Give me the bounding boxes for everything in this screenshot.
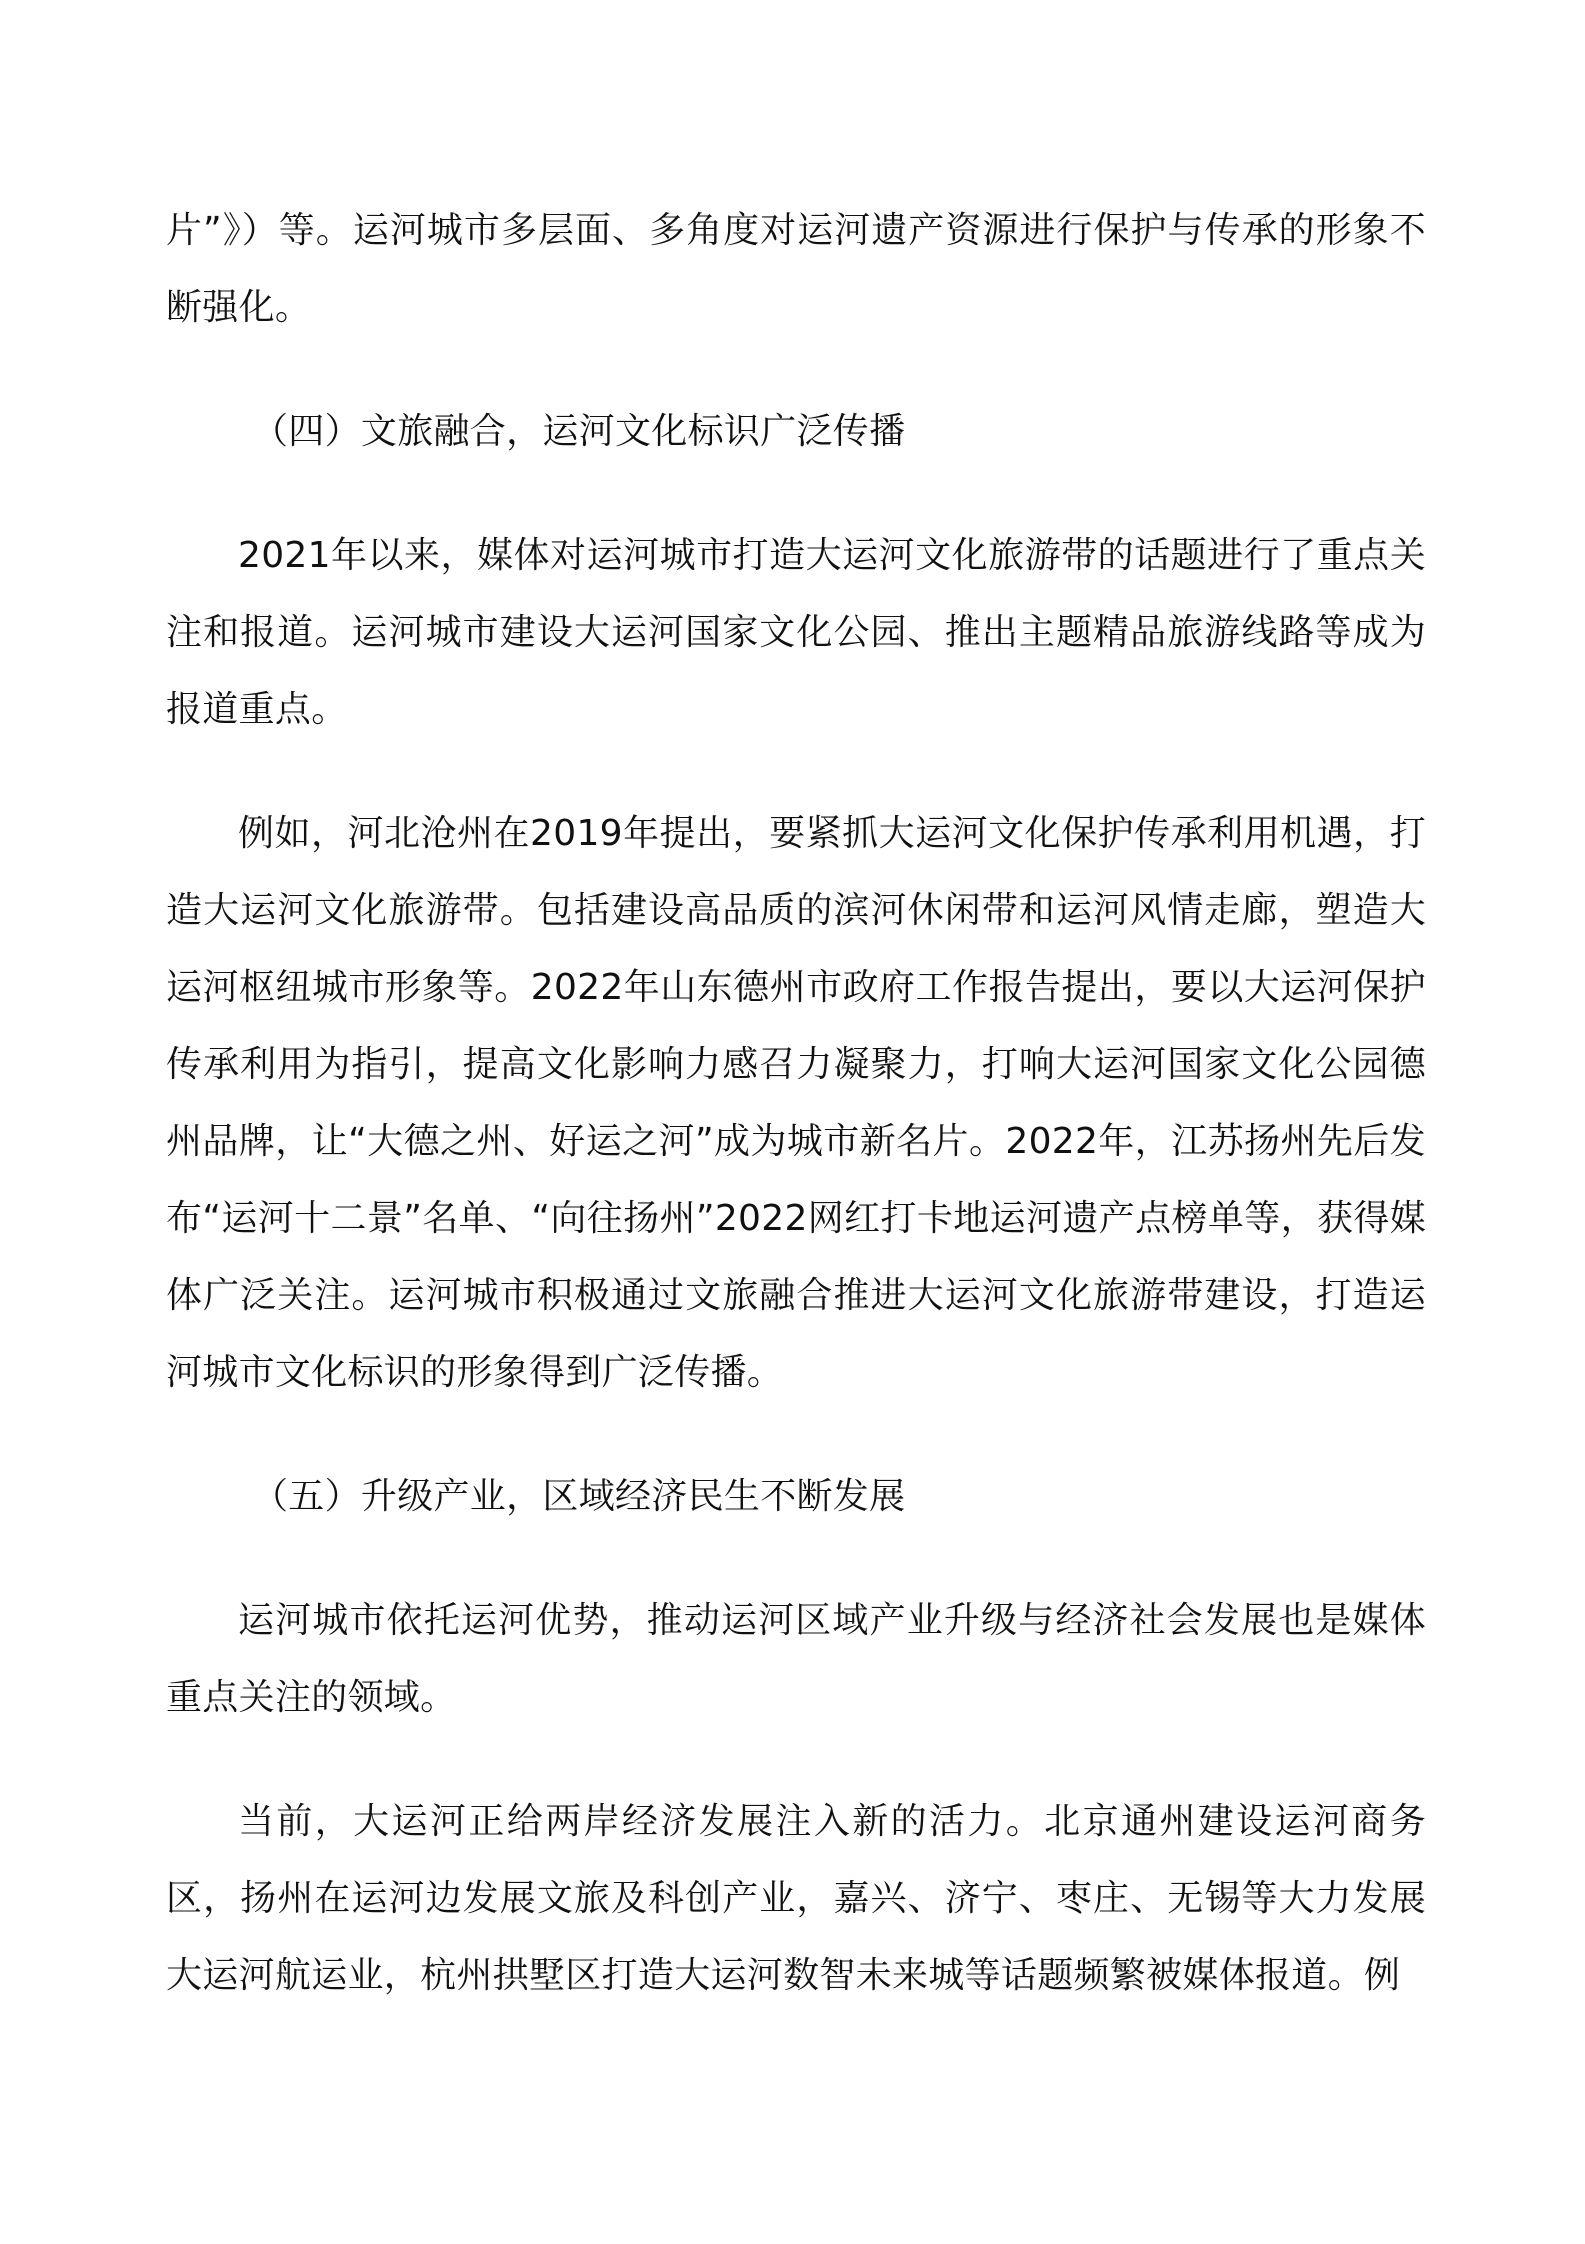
paragraph-continuation: 片”》）等。运河城市多层面、多角度对运河遗产资源进行保护与传承的形象不断强化。: [166, 210, 1426, 328]
paragraph-culture-tourism-intro: 2021年以来，媒体对运河城市打造大运河文化旅游带的话题进行了重点关注和报道。运河城市建设大运河国家文化公园、推出主题精品旅游线路等成为报道重点。: [166, 535, 1426, 730]
section-heading-four: （四）文旅融合，运河文化标识广泛传播: [252, 411, 906, 452]
section-heading-five: （五）升级产业，区域经济民生不断发展: [252, 1476, 906, 1517]
paragraph-industry-intro: 运河城市依托运河优势，推动运河区域产业升级与经济社会发展也是媒体重点关注的领域。: [166, 1600, 1426, 1718]
document-body: [166, 192, 1426, 2061]
paragraph-culture-tourism-examples: 例如，河北沧州在2019年提出，要紧抓大运河文化保护传承利用机遇，打造大运河文化旅游带。包括建设高品质的滨河休闲带和运河风情走廊，塑造大运河枢纽城市形象等。2022年山东德州市政府工作报告提出，要以大运河保护传承利用为指引，提高文化影响力感召力凝聚力，打响大运河国家文化公园德州品牌，让“大德之州、好运之河”成为城市新名片。2022年，江苏扬州先后发布“运河十二景”名单、“向往扬州”2022网红打卡地运河遗产点榜单等，获得媒体广泛关注。运河城市积极通过文旅融合推进大运河文化旅游带建设，打造运河城市文化标识的形象得到广泛传播。: [166, 813, 1426, 1393]
paragraph-industry-examples: 当前，大运河正给两岸经济发展注入新的活力。北京通州建设运河商务区，扬州在运河边发展文旅及科创产业，嘉兴、济宁、枣庄、无锡等大力发展大运河航运业，杭州拱墅区打造大运河数智未来城等话题频繁被媒体报道。例: [166, 1801, 1426, 1996]
